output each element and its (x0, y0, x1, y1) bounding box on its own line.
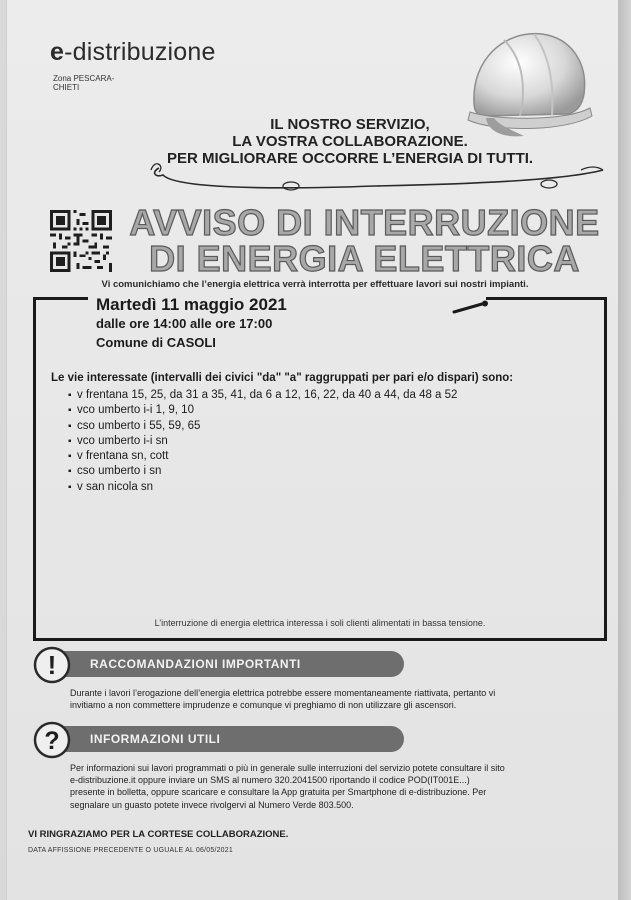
list-item: ▪ cso umberto i sn (68, 464, 457, 479)
informazioni-line-4: segnalare un guasto potete invece rivolgervi al Numero Verde 803.500. (70, 799, 354, 810)
qr-code-icon (50, 210, 112, 272)
pin-icon (452, 300, 492, 314)
question-mark-icon (33, 721, 71, 759)
slogan-swirl (145, 148, 605, 198)
list-item: ▪ cso umberto i 55, 59, 65 (68, 419, 457, 434)
list-item: ▪ v frentana 15, 25, da 31 a 35, 41, da 6 a 12, 16, 22, da 40 a 44, da 48 a 52 (68, 388, 457, 403)
title-line-1: AVVISO DI INTERRUZIONE (129, 202, 600, 243)
interruption-date: Martedì 11 maggio 2021 (96, 295, 287, 314)
streets-heading: Le vie interessate (intervalli dei civici "da" "a" raggruppati per pari e/o dispari) sono: (51, 372, 514, 384)
list-item: ▪ v frentana sn, cott (68, 449, 457, 464)
title-line-2: DI ENERGIA ELETTRICA (149, 238, 580, 279)
raccomandazioni-line-2: invitiamo a non commettere imprudenze e comunque vi preghiamo di non utilizzare gli ascensori. (70, 700, 457, 711)
notice-title (112, 202, 617, 279)
comune-name: CASOLI (166, 335, 216, 350)
question-symbol: ? (44, 727, 60, 755)
informazioni-line-1: Per informazioni sui lavori programmati o più in generale sulle interruzioni del servizio potete consultare il sito (70, 763, 505, 773)
comune-label: Comune di (96, 335, 164, 350)
interruption-hours: dalle ore 14:00 alle ore 17:00 (96, 316, 273, 331)
raccomandazioni-text (70, 687, 595, 711)
notice-subtitle: Vi comunichiamo che l’energia elettrica verrà interrotta per effettuare lavori sui nostri impianti. (101, 279, 529, 290)
raccomandazioni-title: RACCOMANDAZIONI IMPORTANTI (90, 657, 301, 671)
list-item: ▪ vco umberto i-i sn (68, 434, 457, 449)
comune (96, 335, 216, 350)
background-edge (618, 0, 631, 900)
informazioni-banner (60, 726, 404, 752)
bassa-tensione-note: L’interruzione di energia elettrica interessa i soli clienti alimentati in bassa tensione. (154, 618, 486, 628)
list-item: ▪ vco umberto i-i 1, 9, 10 (68, 403, 457, 418)
box-border-segment (486, 297, 607, 300)
e-distribuzione-logo (50, 38, 216, 67)
exclamation-icon (33, 646, 71, 684)
slogan-line-3: PER MIGLIORARE OCCORRE L’ENERGIA DI TUTTI. (166, 150, 534, 167)
informazioni-line-3: presente in bolletta, oppure scaricare e consultare la App gratuita per Smartphone di e-distribuzione. Per (70, 787, 487, 798)
exclamation-symbol: ! (47, 650, 57, 680)
informazioni-title: INFORMAZIONI UTILI (90, 732, 221, 746)
box-border-segment (33, 297, 88, 300)
affissione-date: DATA AFFISSIONE PRECEDENTE O UGUALE AL 06/05/2021 (28, 847, 233, 854)
list-item: ▪ v san nicola sn (68, 480, 457, 495)
informazioni-line-2: e-distribuzione.it oppure inviare un SMS al numero 320.2041500 riportando il codice POD(IT001E...) (70, 775, 470, 786)
slogan-line-2: LA VOSTRA COLLABORAZIONE. (232, 133, 468, 150)
informazioni-text (70, 762, 595, 811)
zona-label: Zona PESCARA-CHIETI (53, 74, 115, 92)
raccomandazioni-banner (60, 651, 404, 677)
logo-text: -distribuzione (64, 38, 216, 66)
slogan-line-1: IL NOSTRO SERVIZIO, (270, 116, 430, 133)
logo-prefix: e (50, 38, 65, 66)
thanks-text: VI RINGRAZIAMO PER LA CORTESE COLLABORAZIONE. (28, 829, 289, 840)
raccomandazioni-line-1: Durante i lavori l’erogazione dell’energia elettrica potrebbe essere momentaneamente riattivata, pertanto vi (70, 688, 496, 698)
streets-list (68, 388, 457, 495)
